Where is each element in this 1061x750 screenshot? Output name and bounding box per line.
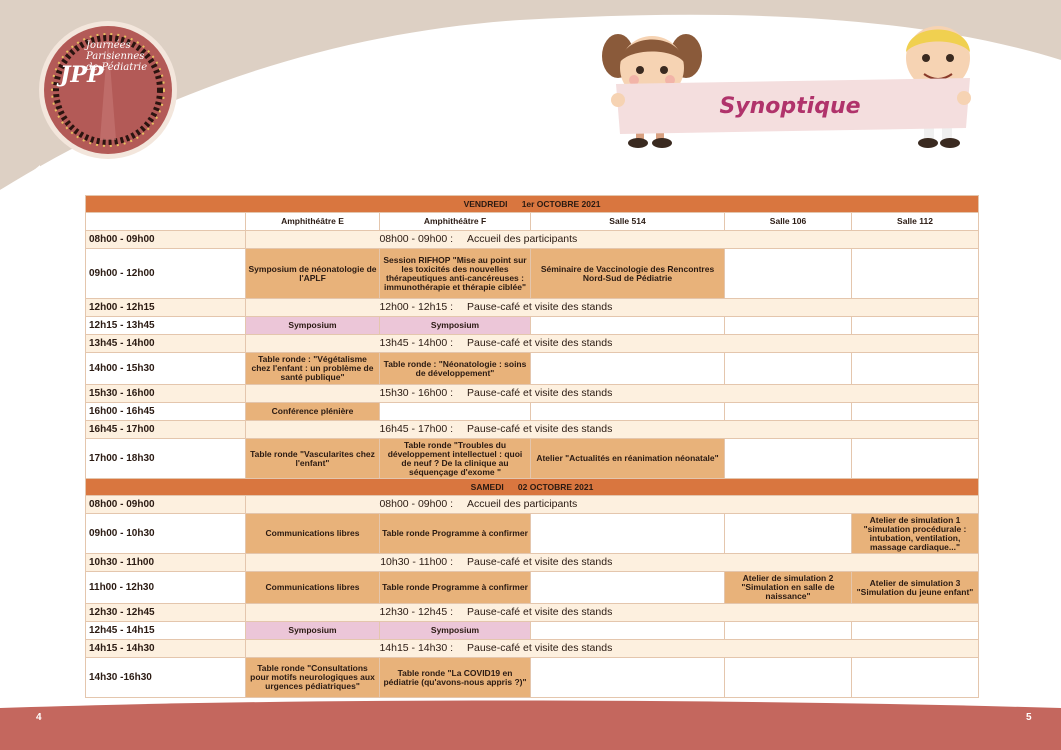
table-row: 10h30 - 11h00 10h30 - 11h00 : Pause-café et visite des stands — [86, 554, 979, 572]
schedule-table — [85, 195, 979, 698]
table-row: 08h00 - 09h00 08h00 - 09h00 : Accueil des participants — [86, 496, 979, 514]
table-row: 16h00 - 16h45 Conférence plénière — [86, 403, 979, 421]
col-salle-514: Salle 514 — [531, 213, 725, 231]
table-row: 15h30 - 16h00 15h30 - 16h00 : Pause-café et visite des stands — [86, 385, 979, 403]
table-row: 16h45 - 17h00 16h45 - 17h00 : Pause-café et visite des stands — [86, 421, 979, 439]
col-amphi-e: Amphithéâtre E — [246, 213, 380, 231]
logo-monogram: JPP — [60, 62, 104, 88]
col-salle-106: Salle 106 — [725, 213, 852, 231]
table-row: 14h00 - 15h30 Table ronde : "Végétalisme chez l'enfant : un problème de santé publique" Table ronde : "Néonatologie : soins de développement" — [86, 353, 979, 385]
page-number-right: 5 — [1026, 712, 1032, 723]
table-row: 14h15 - 14h30 14h15 - 14h30 : Pause-café et visite des stands — [86, 640, 979, 658]
column-headers — [86, 213, 979, 231]
table-row: 13h45 - 14h00 13h45 - 14h00 : Pause-café et visite des stands — [86, 335, 979, 353]
table-row: 17h00 - 18h30 Table ronde "Vascularites chez l'enfant" Table ronde "Troubles du développement intellectuel : quoi de neuf ? De la clinique au séquençage d'exome " Atelier "Actualités en réanimation néonatale" — [86, 439, 979, 479]
day-header-saturday: SAMEDI 02 OCTOBRE 2021 — [86, 479, 979, 496]
col-amphi-f: Amphithéâtre F — [380, 213, 531, 231]
table-row: 12h45 - 14h15 Symposium Symposium — [86, 622, 979, 640]
table-row: 12h30 - 12h45 12h30 - 12h45 : Pause-café et visite des stands — [86, 604, 979, 622]
table-row: 09h00 - 10h30 Communications libres Table ronde Programme à confirmer Atelier de simulation 1 "simulation procédurale : intubation, ventilation, massage cardiaque..." — [86, 514, 979, 554]
table-row: 12h00 - 12h15 12h00 - 12h15 : Pause-café et visite des stands — [86, 299, 979, 317]
kids-banner-illustration — [598, 18, 983, 158]
table-row: 08h00 - 09h00 08h00 - 09h00 : Accueil des participants — [86, 231, 979, 249]
table-row: 09h00 - 12h00 Symposium de néonatologie de l'APLF Session RIFHOP "Mise au point sur les toxicités des nouvelles thérapeutiques anti-cancéreuses : immunothérapie et thérapie ciblée" Séminaire de Vaccinologie des Rencontres Nord-Sud de Pédiatrie — [86, 249, 979, 299]
table-row: 14h30 -16h30 Table ronde "Consultations pour motifs neurologiques aux urgences pédiatriques" Table ronde "La COVID19 en pédiatrie (qu'avons-nous appris ?)" — [86, 658, 979, 698]
col-salle-112: Salle 112 — [852, 213, 979, 231]
logo-text: Journées Parisiennes de Pédiatrie — [86, 40, 148, 73]
footer-band — [0, 700, 1061, 750]
day-header-friday: VENDREDI 1er OCTOBRE 2021 — [86, 196, 979, 213]
page-number-left: 4 — [36, 712, 42, 723]
table-row: 12h15 - 13h45 Symposium Symposium — [86, 317, 979, 335]
page-title: Synoptique — [719, 94, 861, 119]
table-row: 11h00 - 12h30 Communications libres Table ronde Programme à confirmer Atelier de simulation 2 "Simulation en salle de naissance" Atelier de simulation 3 "Simulation du jeune enfant" — [86, 572, 979, 604]
